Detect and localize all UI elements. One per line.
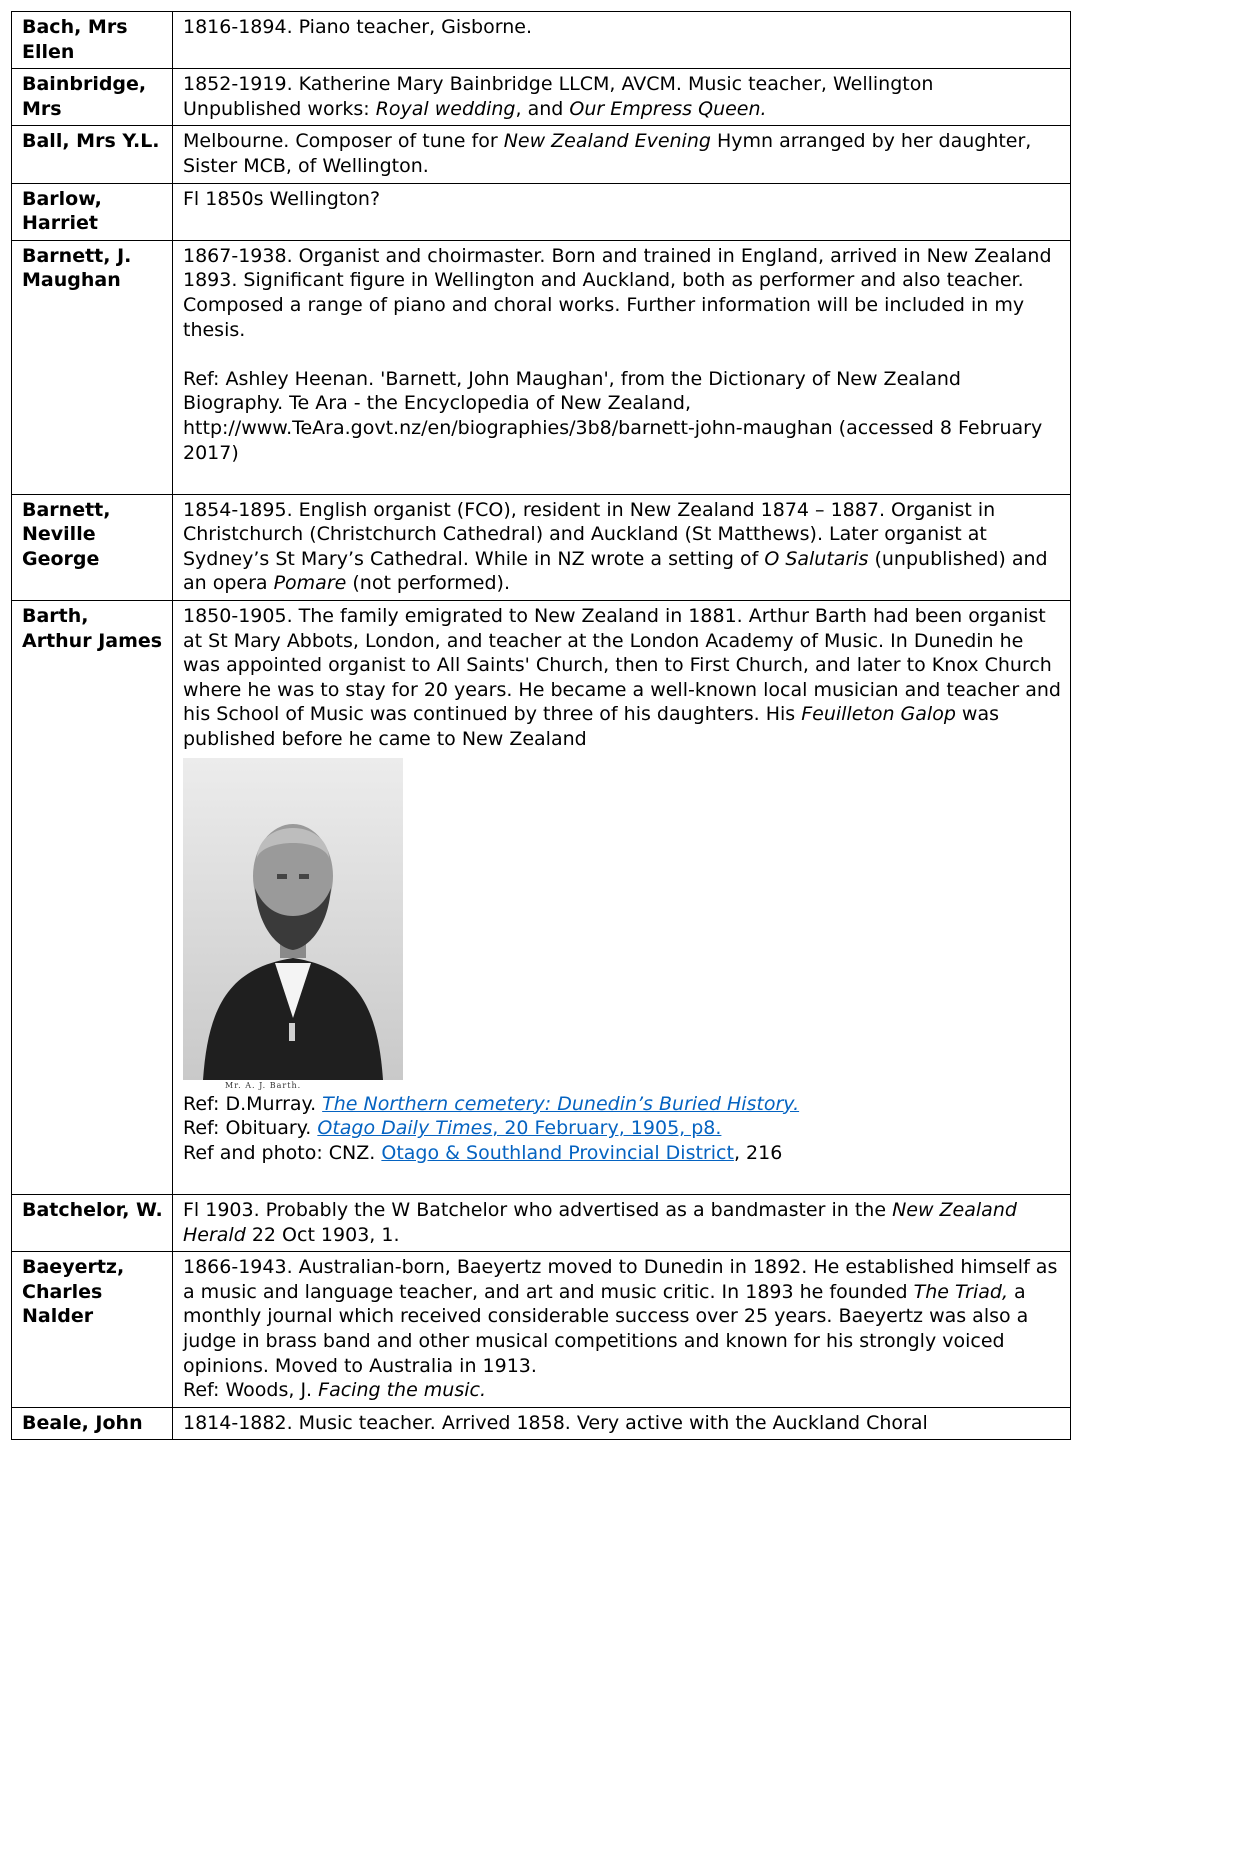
entry-name: Beale, John <box>12 1407 173 1440</box>
italic-title: Feuilleton Galop <box>801 703 956 726</box>
description-paragraph <box>183 1092 1061 1117</box>
italic-title: O Salutaris <box>764 547 869 570</box>
text-run: , 216 <box>733 1141 783 1164</box>
entry-name: Barnett, Neville George <box>12 494 173 600</box>
entry-name: Baeyertz, Charles Nalder <box>12 1252 173 1408</box>
text-run: Fl 1850s Wellington? <box>183 187 381 210</box>
text-run: Unpublished works: <box>183 97 376 120</box>
entry-name: Ball, Mrs Y.L. <box>12 126 173 183</box>
entry-description <box>173 1252 1071 1408</box>
text-run: 22 Oct 1903, 1. <box>245 1223 400 1246</box>
italic-title: Our Empress Queen. <box>569 97 767 120</box>
entry-description <box>173 12 1071 69</box>
text-run: 1854-1895. English organist (FCO), resident in New Zealand 1874 – 1887. Organist in Christchurch (Christchurch Cathedral) and Auckland (St Matthews). Later organist at Sydney’s St Mary’s Cathedral. While in NZ wrote a setting of <box>183 498 996 570</box>
italic-title: The Triad, <box>913 1280 1008 1303</box>
text-run: Ref: Ashley Heenan. 'Barnett, John Maughan', from the Dictionary of New Zealand Biography. Te Ara - the Encyclopedia of New Zealand, http://www.TeAra.govt.nz/en/biographies/3b8/barnett-john-maughan (accessed 8 February 2017) <box>183 367 1043 464</box>
description-paragraph <box>183 1255 1061 1378</box>
portrait-figure <box>183 758 1061 1092</box>
description-paragraph <box>183 97 1061 122</box>
table-row <box>12 1407 1071 1440</box>
description-paragraph <box>183 1411 1061 1436</box>
entry-name: Barlow, Harriet <box>12 183 173 240</box>
table-row <box>12 601 1071 1195</box>
description-paragraph <box>183 244 1061 342</box>
text-run: Ref and photo: CNZ. <box>183 1141 382 1164</box>
table-row <box>12 126 1071 183</box>
entry-description <box>173 494 1071 600</box>
text-run: Melbourne. Composer of tune for <box>183 130 504 153</box>
text-run: 1850-1905. The family emigrated to New Zealand in 1881. Arthur Barth had been organist at St Mary Abbots, London, and teacher at the London Academy of Music. In Dunedin he was appointed organist to All Saints' Church, then to First Church, and later to Knox Church where he was to stay for 20 years. He became a well-known local musician and teacher and his School of Music was continued by three of his daughters. His <box>183 605 1061 726</box>
reference-link[interactable]: Otago Daily Times <box>317 1117 493 1140</box>
entry-name: Barth, Arthur James <box>12 601 173 1195</box>
italic-title: Facing the music. <box>318 1379 487 1402</box>
blank-line <box>183 1165 1061 1190</box>
entry-name: Bainbridge, Mrs <box>12 69 173 126</box>
table-row <box>12 240 1071 494</box>
entry-description <box>173 240 1071 494</box>
description-paragraph <box>183 604 1061 752</box>
text-run: Hymn arranged by her daughter, Sister MCB, of Wellington. <box>183 130 1032 177</box>
table-row <box>12 12 1071 69</box>
reference-link[interactable]: The Northern cemetery: Dunedin’s Buried History. <box>322 1092 800 1115</box>
text-run: 1852-1919. Katherine Mary Bainbridge LLCM, AVCM. Music teacher, Wellington <box>183 73 934 96</box>
reference-link[interactable]: Otago & Southland Provincial District <box>381 1141 734 1164</box>
composer-table <box>11 11 1071 1440</box>
table-row <box>12 1195 1071 1252</box>
italic-title: Royal wedding <box>375 97 516 120</box>
text-run: , and <box>515 97 570 120</box>
text-run: 1814-1882. Music teacher. Arrived 1858. Very active with the Auckland Choral <box>183 1411 928 1434</box>
text-run: 1867-1938. Organist and choirmaster. Born and trained in England, arrived in New Zealand 1893. Significant figure in Wellington and Auckland, both as performer and also teacher. Composed a range of piano and choral works. Further information will be included in my thesis. <box>183 244 1052 341</box>
entry-description <box>173 1407 1071 1440</box>
text-run: (not performed). <box>346 572 510 595</box>
entry-description <box>173 183 1071 240</box>
description-paragraph <box>183 72 1061 97</box>
italic-title: Pomare <box>273 572 347 595</box>
entry-description <box>173 1195 1071 1252</box>
description-paragraph <box>183 129 1061 178</box>
description-paragraph <box>183 1378 1061 1403</box>
description-paragraph <box>183 1198 1061 1247</box>
blank-line <box>183 342 1061 367</box>
table-row <box>12 1252 1071 1408</box>
text-run: Ref: Obituary. <box>183 1117 318 1140</box>
table-row <box>12 183 1071 240</box>
text-run: 1816-1894. Piano teacher, Gisborne. <box>183 16 532 38</box>
reference-link[interactable]: , 20 February, 1905, p8. <box>492 1117 722 1140</box>
entry-name: Batchelor, W. <box>12 1195 173 1252</box>
description-paragraph <box>183 187 1061 212</box>
description-paragraph <box>183 367 1061 465</box>
table-row <box>12 69 1071 126</box>
text-run: Ref: D.Murray. <box>183 1092 323 1115</box>
text-run: 1866-1943. Australian-born, Baeyertz moved to Dunedin in 1892. He established himself as a music and language teacher, and art and music critic. In 1893 he founded <box>183 1256 1058 1303</box>
blank-line <box>183 465 1061 490</box>
text-run: a monthly journal which received considerable success over 25 years. Baeyertz was also a judge in brass band and other musical competitions and known for his strongly voiced opinions. Moved to Australia in 1913. <box>183 1280 1029 1377</box>
text-run: was published before he came to New Zealand <box>183 703 1000 751</box>
description-paragraph <box>183 1116 1061 1141</box>
description-paragraph <box>183 1141 1061 1166</box>
portrait-photo-icon <box>183 758 403 1080</box>
table-row <box>12 494 1071 600</box>
entry-name: Barnett, J. Maughan <box>12 240 173 494</box>
description-paragraph <box>183 498 1061 596</box>
entry-name: Bach, Mrs Ellen <box>12 12 173 69</box>
entry-description <box>173 126 1071 183</box>
entry-description <box>173 601 1071 1195</box>
italic-title: New Zealand Herald <box>183 1199 1017 1246</box>
text-run: Fl 1903. Probably the W Batchelor who advertised as a bandmaster in the <box>183 1199 893 1221</box>
text-run: (unpublished) and an opera <box>183 547 1048 595</box>
text-run: Ref: Woods, J. <box>183 1379 319 1402</box>
entry-description <box>173 69 1071 126</box>
description-paragraph <box>183 15 1061 40</box>
photo-caption: Mr. A. J. Barth. <box>225 1080 302 1090</box>
italic-title: New Zealand Evening <box>503 130 711 153</box>
